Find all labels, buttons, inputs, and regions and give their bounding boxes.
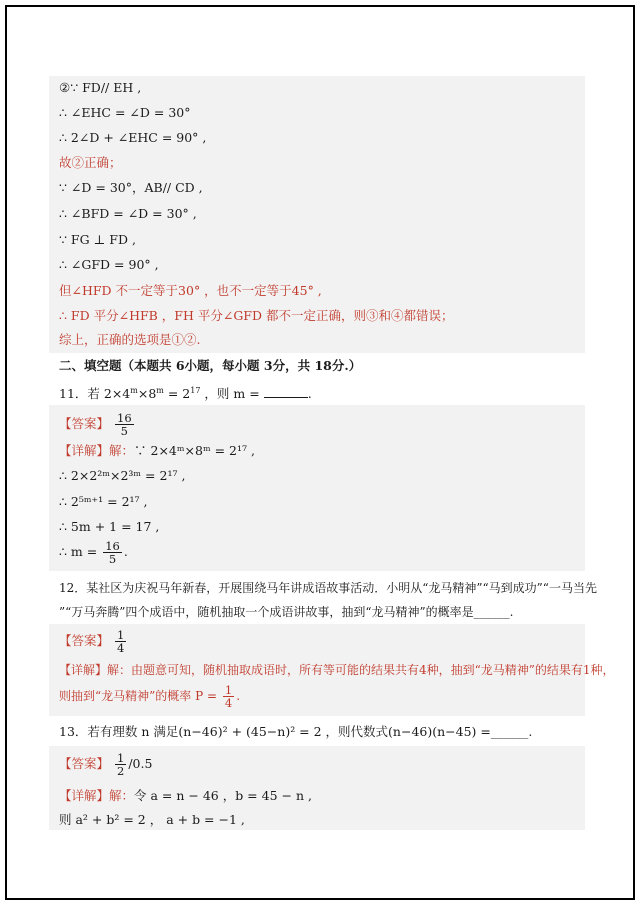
solution-line: ∴ ∠EHC = ∠D = 30° xyxy=(59,105,191,120)
section-heading: 二、填空题（本题共 6小题，每小题 3分，共 18分.） xyxy=(59,358,362,373)
q12-detail-line-1: 【详解】解：由题意可知，随机抽取成语时，所有等可能的结果共有4种，抽到“龙马精神”的结果有1种， xyxy=(59,663,615,677)
solution-line: 综上，正确的选项是①②. xyxy=(59,332,201,347)
solution-line: ∴ 2∠D + ∠EHC = 90° , xyxy=(59,130,207,145)
question-12-stem-line-2: ”“万马奔腾”四个成语中，随机抽取一个成语讲故事，抽到“龙马精神”的概率是______. xyxy=(59,605,514,619)
solution-line: ∵ FG ⊥ FD , xyxy=(59,232,136,247)
solution-line: ②∵ FD// EH , xyxy=(59,80,142,95)
solution-line: ∴ ∠GFD = 90° , xyxy=(59,257,159,272)
q13-answer-fraction: $\frac{1}{2}$ xyxy=(117,751,125,778)
q12-detail-line-2: 则抽到“龙马精神”的概率 P = $\frac{1}{4}$ . xyxy=(59,683,241,710)
q13-last-line: 则 a² + b² = 2 ， a + b = −1 , xyxy=(59,812,245,827)
q13-answer: 【答案】 $\frac{1}{2}$ /0.5 xyxy=(59,751,153,778)
q11-detail-step-3: ∴ 2⁵ᵐ⁺¹ = 2¹⁷ , xyxy=(59,494,148,509)
q11-answer-fraction: $\frac{16}{5}$ xyxy=(117,411,132,438)
solution-line: 故②正确； xyxy=(59,155,122,170)
q11-final-fraction: $\frac{16}{5}$ xyxy=(105,539,120,566)
q11-detail-step-2: ∴ 2×2²ᵐ×2³ᵐ = 2¹⁷ , xyxy=(59,468,186,483)
q12-answer: 【答案】 $\frac{1}{4}$ xyxy=(59,628,125,655)
solution-line: ∴ ∠BFD = ∠D = 30° , xyxy=(59,206,197,221)
answer-blank xyxy=(264,386,308,398)
q12-detail-fraction: $\frac{1}{4}$ xyxy=(224,683,233,710)
solution-line: 但∠HFD 不一定等于30° ，也不一定等于45° , xyxy=(59,283,322,298)
question-12-stem-line-1: 12．某社区为庆祝马年新春，开展围绕马年讲成语故事活动．小明从“龙马精神”“马到成功”“一马当先 xyxy=(59,581,597,595)
q11-detail-step-4: ∴ 5m + 1 = 17 , xyxy=(59,519,160,534)
q12-answer-fraction: $\frac{1}{4}$ xyxy=(117,628,125,655)
question-11-stem: 11．若 $2\times 4^m\times 8^m = 2^{17}$ ，则 m = . xyxy=(59,386,312,402)
q11-detail-final: ∴ m = $\frac{16}{5}$ . xyxy=(59,539,128,566)
question-13-stem: 13．若有理数 n 满足(n−46)² + (45−n)² = 2 ，则代数式(n−46)(n−45) =______. xyxy=(59,724,533,739)
solution-line: ∴ FD 平分∠HFB ，FH 平分∠GFD 都不一定正确，则③和④都错误； xyxy=(59,308,454,323)
solution-line: ∵ ∠D = 30°，AB// CD , xyxy=(59,180,203,195)
q11-detail-step-1: 【详解】解：∵ 2×4ᵐ×8ᵐ = 2¹⁷ , xyxy=(59,443,255,458)
q13-detail: 【详解】解：令 a = n − 46 ，b = 45 − n , xyxy=(59,788,312,803)
q11-answer: 【答案】 $\frac{16}{5}$ xyxy=(59,411,132,438)
